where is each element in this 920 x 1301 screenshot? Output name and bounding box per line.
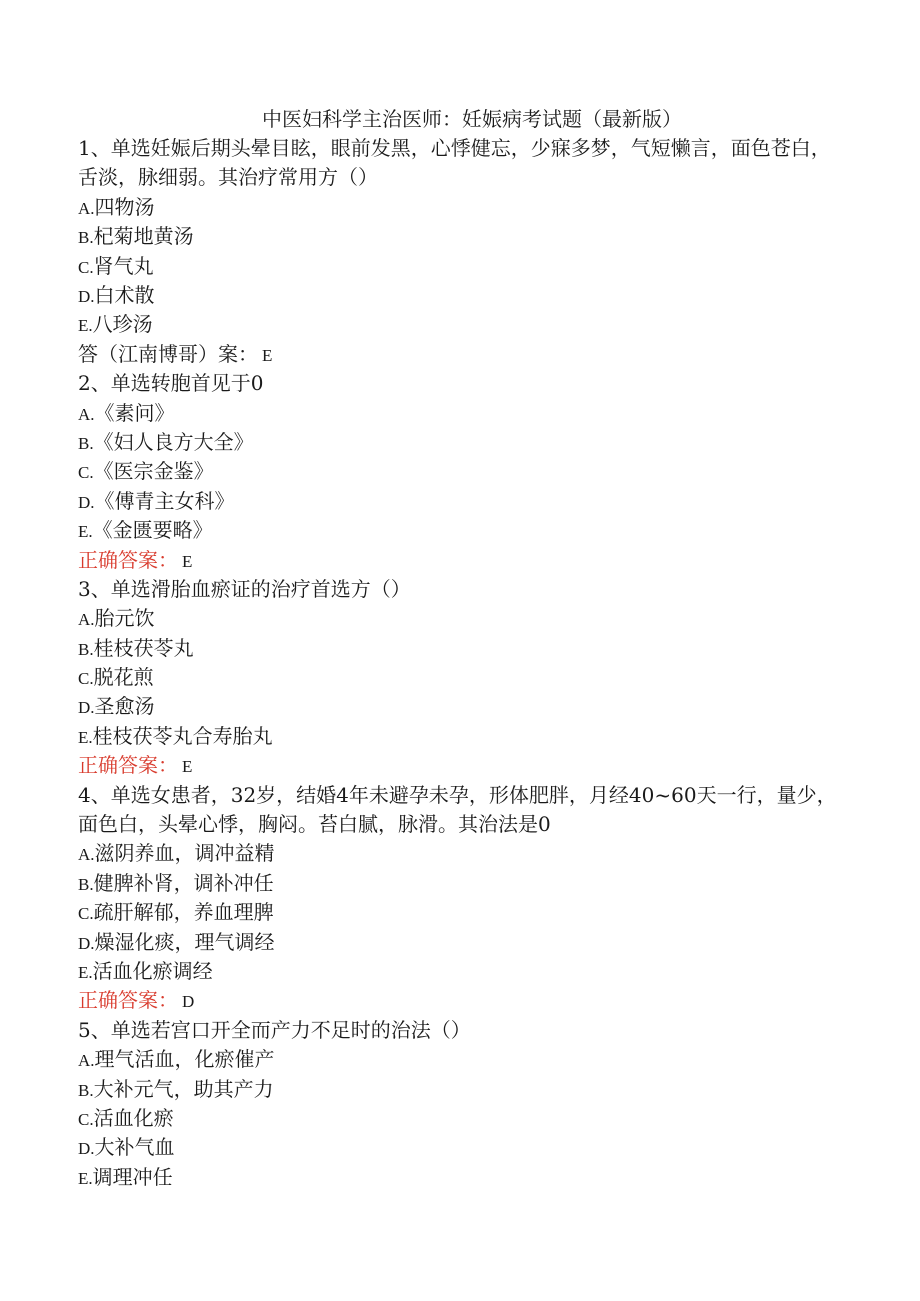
question-number: 4: [78, 782, 91, 807]
question-separator: 、: [90, 371, 111, 396]
option-text: 脱花煎: [93, 665, 154, 690]
question-type: 单选: [110, 136, 151, 160]
question-body: 若宫口开全而产力不足时的治法（）: [150, 1017, 471, 1042]
option-letter: E.: [78, 316, 93, 336]
option-text: 白术散: [94, 282, 155, 307]
option-text: 活血化瘀: [93, 1106, 174, 1130]
answer-option: [78, 957, 838, 986]
option-text: 《金匮要略》: [92, 518, 213, 543]
correct-answer: [78, 546, 838, 575]
answer-label: 答（江南博哥）案：: [78, 341, 258, 366]
question-separator: 、: [90, 576, 111, 601]
option-letter: C.: [78, 669, 94, 689]
answer-option: [78, 252, 838, 281]
answer-label: 正确答案：: [78, 547, 178, 572]
option-letter: D.: [78, 286, 95, 306]
answer-option: [78, 604, 838, 633]
correct-answer: [78, 340, 838, 369]
question-stem: [78, 134, 838, 193]
answer-value: E: [262, 345, 273, 365]
answer-option: [78, 1075, 838, 1104]
answer-label: 正确答案：: [78, 988, 178, 1013]
answer-option: [78, 457, 838, 486]
answer-option: [78, 516, 838, 545]
option-text: 活血化瘀调经: [92, 959, 213, 984]
question-separator: 、: [90, 1017, 111, 1042]
correct-answer: [78, 986, 838, 1015]
question-body: 转胞首见于0: [150, 371, 264, 396]
answer-option: [78, 1104, 838, 1133]
option-letter: D.: [78, 698, 95, 718]
question-list: [78, 134, 838, 1192]
answer-option: [78, 869, 838, 898]
option-letter: D.: [78, 933, 95, 953]
question-stem: [78, 1016, 838, 1045]
option-letter: B.: [78, 874, 94, 894]
option-letter: D.: [78, 1139, 95, 1159]
option-letter: C.: [78, 463, 94, 483]
answer-option: [78, 898, 838, 927]
answer-option: [78, 722, 838, 751]
question-stem: [78, 575, 838, 604]
option-text: 桂枝茯苓丸合寿胎丸: [92, 723, 273, 748]
option-letter: E.: [78, 1168, 93, 1188]
option-text: 《妇人良方大全》: [93, 429, 254, 454]
option-letter: A.: [78, 198, 95, 218]
answer-option: [78, 281, 838, 310]
answer-value: D: [182, 992, 195, 1012]
option-letter: A.: [78, 610, 95, 630]
answer-value: E: [182, 757, 193, 777]
option-letter: C.: [78, 257, 94, 277]
question-separator: 、: [90, 782, 111, 807]
question-number: 1: [78, 136, 91, 160]
question-body: 女患者，32岁，结婚4年未避孕未孕，形体肥胖，月经40~60天一行，量少，面色白，头晕心悸，胸闷。苔白腻，脉滑。其治法是0: [78, 782, 837, 837]
answer-option: [78, 1045, 838, 1074]
option-letter: A.: [78, 404, 95, 424]
option-text: 大补元气，助其产力: [93, 1076, 274, 1101]
document-title: 中医妇科学主治医师：妊娠病考试题（最新版）: [262, 107, 682, 131]
correct-answer: [78, 751, 838, 780]
option-letter: E.: [78, 727, 93, 747]
option-text: 《傅青主女科》: [94, 488, 235, 513]
option-letter: E.: [78, 522, 93, 542]
option-letter: B.: [78, 1080, 94, 1100]
option-letter: E.: [78, 963, 93, 983]
question-body: 妊娠后期头晕目眩，眼前发黑，心悸健忘，少寐多梦，气短懒言，面色苍白，舌淡，脉细弱。其治疗常用方（）: [78, 136, 831, 190]
option-letter: C.: [78, 1110, 94, 1129]
answer-option: [78, 1163, 838, 1192]
option-text: 杞菊地黄汤: [93, 224, 194, 249]
question-separator: 、: [90, 136, 111, 160]
question-body: 滑胎血瘀证的治疗首选方（）: [150, 576, 411, 601]
option-text: 《素问》: [94, 400, 175, 425]
option-text: 燥湿化痰，理气调经: [94, 929, 275, 954]
answer-option: [78, 428, 838, 457]
question-item: [78, 575, 838, 781]
option-text: 《医宗金鉴》: [93, 459, 214, 484]
question-item: [78, 781, 838, 1016]
option-letter: B.: [78, 228, 94, 248]
option-letter: B.: [78, 433, 94, 453]
option-text: 四物汤: [94, 194, 155, 219]
question-number: 5: [78, 1017, 91, 1042]
answer-option: [78, 928, 838, 957]
question-type: 单选: [110, 1017, 151, 1042]
option-text: 调理冲任: [92, 1164, 173, 1189]
answer-option: [78, 487, 838, 516]
question-stem: [78, 369, 838, 398]
option-letter: D.: [78, 492, 95, 512]
option-text: 理气活血，化瘀催产: [94, 1047, 275, 1072]
answer-option: [78, 634, 838, 663]
document-page: [78, 104, 838, 1192]
option-letter: A.: [78, 845, 95, 865]
question-item: [78, 369, 838, 575]
option-text: 健脾补肾，调补冲任: [93, 870, 274, 895]
question-number: 2: [78, 371, 91, 396]
answer-option: [78, 310, 838, 339]
answer-option: [78, 839, 838, 868]
answer-label: 正确答案：: [78, 753, 178, 778]
question-item: [78, 134, 838, 369]
option-text: 疏肝解郁，养血理脾: [93, 900, 274, 925]
question-stem: [78, 781, 838, 840]
option-letter: A.: [78, 1051, 95, 1071]
answer-option: [78, 193, 838, 222]
question-type: 单选: [110, 371, 151, 396]
question-type: 单选: [110, 576, 151, 601]
option-text: 圣愈汤: [94, 694, 155, 719]
answer-option: [78, 692, 838, 721]
answer-option: [78, 399, 838, 428]
answer-option: [78, 1133, 838, 1162]
answer-option: [78, 222, 838, 251]
option-letter: C.: [78, 904, 94, 924]
option-text: 八珍汤: [92, 312, 153, 337]
question-type: 单选: [110, 782, 151, 807]
option-text: 滋阴养血，调冲益精: [94, 841, 275, 866]
option-text: 大补气血: [94, 1135, 175, 1160]
question-number: 3: [78, 576, 91, 601]
option-text: 桂枝茯苓丸: [93, 635, 194, 660]
answer-option: [78, 663, 838, 692]
answer-value: E: [182, 551, 193, 571]
option-text: 肾气丸: [93, 253, 154, 278]
option-letter: B.: [78, 639, 94, 659]
question-item: [78, 1016, 838, 1192]
option-text: 胎元饮: [94, 606, 155, 631]
